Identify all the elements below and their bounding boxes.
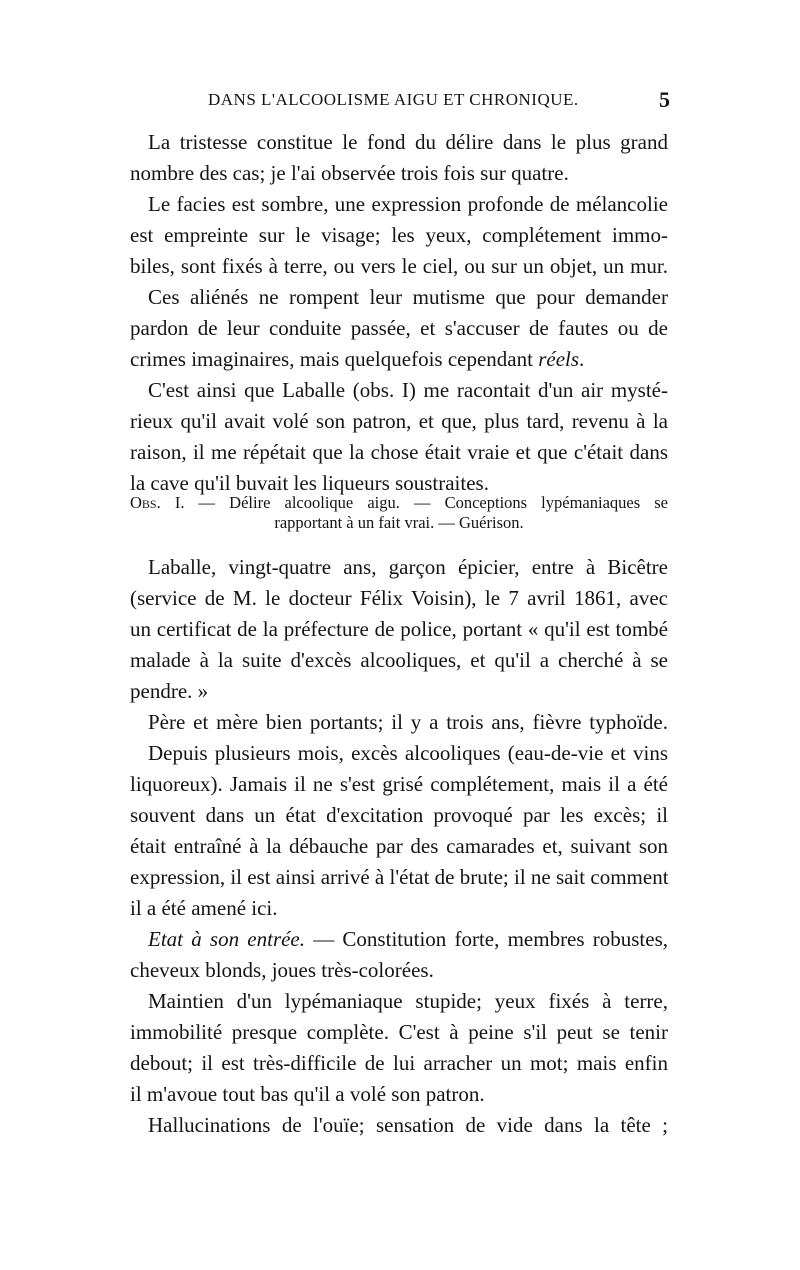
text-line: Ces aliénés ne rompent leur mutisme que pour demander (148, 285, 668, 309)
observation-label: Obs. I. (130, 493, 185, 512)
text-line: Hallucinations de l'ouïe; sensation de vide dans la tête ; (148, 1113, 668, 1137)
text-line: souvent dans un état d'excitation provoqué par les excès; il (130, 803, 668, 827)
text-line: Depuis plusieurs mois, excès alcooliques (eau-de-vie et vins (148, 741, 668, 765)
text-line: nombre des cas; je l'ai observée trois fois sur quatre. (130, 161, 569, 185)
emphasis-text: réels (538, 347, 580, 371)
text-line: immobilité presque complète. C'est à peine s'il peut se tenir (130, 1020, 668, 1044)
text-line: (service de M. le docteur Félix Voisin), le 7 avril 1861, avec (130, 586, 668, 610)
running-title: DANS L'ALCOOLISME AIGU ET CHRONIQUE. (208, 90, 579, 109)
text-line: Maintien d'un lypémaniaque stupide; yeux fixés à terre, (148, 989, 668, 1013)
text-line: rieux qu'il avait volé son patron, et que, plus tard, revenu à la (130, 409, 668, 433)
text-line: C'est ainsi que Laballe (obs. I) me racontait d'un air mysté- (148, 378, 668, 402)
text-line: debout; il est très-difficile de lui arracher un mot; mais enfin (130, 1051, 668, 1075)
text-line: pendre. » (130, 679, 209, 703)
text-line (148, 923, 668, 955)
text-line: raison, il me répétait que la chose était vraie et que c'était dans (130, 440, 668, 464)
text-line: Le facies est sombre, une expression profonde de mélancolie (148, 192, 668, 216)
running-head (130, 87, 670, 118)
text-line: biles, sont fixés à terre, ou vers le ciel, ou sur un objet, un mur. (130, 254, 668, 278)
text-line: est empreinte sur le visage; les yeux, complétement immo- (130, 223, 668, 247)
text-line (130, 343, 668, 375)
text-line: malade à la suite d'excès alcooliques, et qu'il a cherché à se (130, 648, 668, 672)
text-line: liquoreux). Jamais il ne s'est grisé complétement, mais il a été (130, 772, 668, 796)
page-number: 5 (659, 87, 670, 112)
text-line: il a été amené ici. (130, 896, 278, 920)
section-label: Etat à son entrée. (148, 927, 306, 951)
text-line: cheveux blonds, joues très-colorées. (130, 958, 434, 982)
text-line: Père et mère bien portants; il y a trois ans, fièvre typhoïde. (148, 710, 668, 734)
observation-title: — Délire alcoolique aigu. — Conceptions lypémaniaques se (184, 493, 669, 512)
text-line: était entraîné à la débauche par des camarades et, suivant son (130, 834, 668, 858)
text-line: il m'avoue tout bas qu'il a volé son patron. (130, 1082, 485, 1106)
text-line: un certificat de la préfecture de police, portant « qu'il est tombé (130, 617, 668, 641)
text-line: expression, il est ainsi arrivé à l'état de brute; il ne sait comment (130, 865, 669, 889)
text-line: Laballe, vingt-quatre ans, garçon épicier, entre à Bicêtre (148, 555, 668, 579)
text-run: . (579, 347, 585, 371)
text-run: — Constitution forte, membres robustes, (305, 927, 669, 951)
text-line: la cave qu'il buvait les liqueurs soustraites. (130, 471, 489, 495)
observation-subtitle: rapportant à un fait vrai. — Guérison. (274, 513, 524, 532)
observation-heading (130, 492, 668, 514)
text-run: crimes imaginaires, mais quelquefois cependant (130, 347, 539, 371)
text-line: La tristesse constitue le fond du délire dans le plus grand (148, 130, 668, 154)
text-line: pardon de leur conduite passée, et s'accuser de fautes ou de (130, 316, 668, 340)
